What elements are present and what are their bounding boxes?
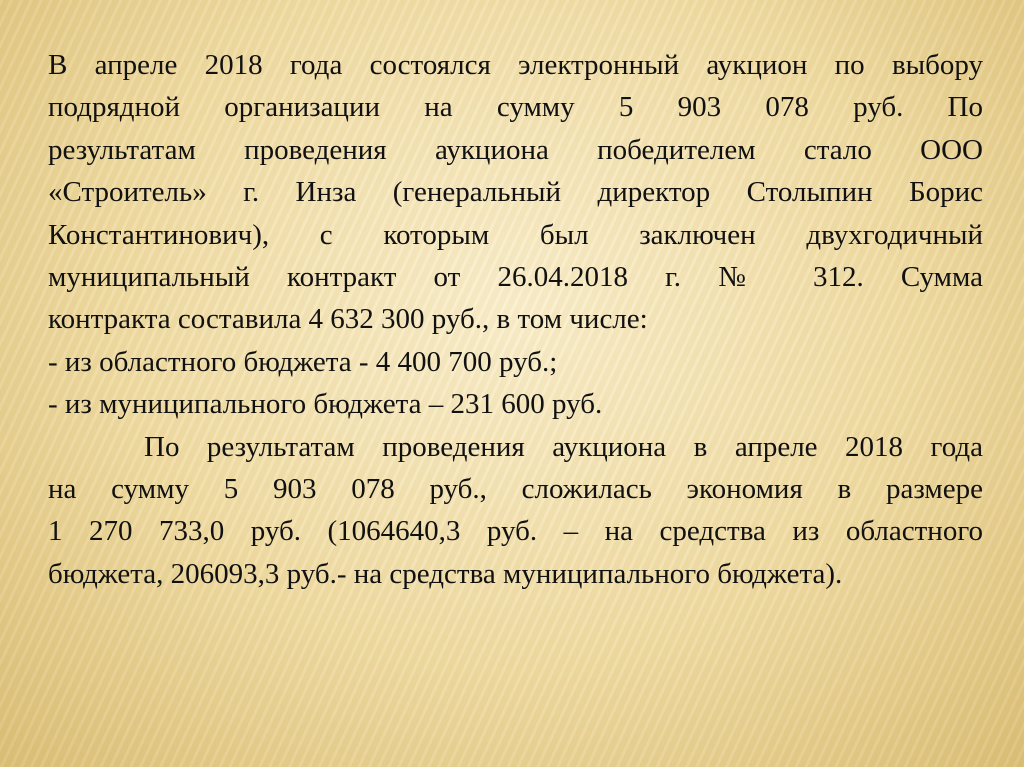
text-line: По результатам проведения аукциона в апреле 2018 года	[144, 430, 983, 463]
text-line: - из муниципального бюджета – 231 600 руб.	[48, 388, 603, 421]
text-line: «Строитель» г. Инза (генеральный директор Столыпин Борис	[48, 176, 983, 209]
text-line: на сумму 5 903 078 руб., сложилась экономия в размере	[48, 473, 983, 506]
text-line: бюджета, 206093,3 руб.- на средства муниципального бюджета).	[48, 557, 843, 590]
text-line: В апреле 2018 года состоялся электронный аукцион по выбору	[48, 49, 983, 81]
text-line: муниципальный контракт от 26.04.2018 г. № 312. Сумма	[48, 261, 983, 294]
text-line: подрядной организации на сумму 5 903 078 руб. По	[48, 91, 983, 124]
text-line: Константинович), с которым был заключен двухгодичный	[48, 218, 983, 251]
body-text	[48, 44, 983, 595]
text-line: 1 270 733,0 руб. (1064640,3 руб. – на средства из областного	[48, 515, 983, 548]
text-line: - из областного бюджета - 4 400 700 руб.;	[48, 345, 558, 378]
text-line: контракта составила 4 632 300 руб., в том числе:	[48, 303, 648, 336]
text-line: результатам проведения аукциона победителем стало ООО	[48, 133, 983, 166]
